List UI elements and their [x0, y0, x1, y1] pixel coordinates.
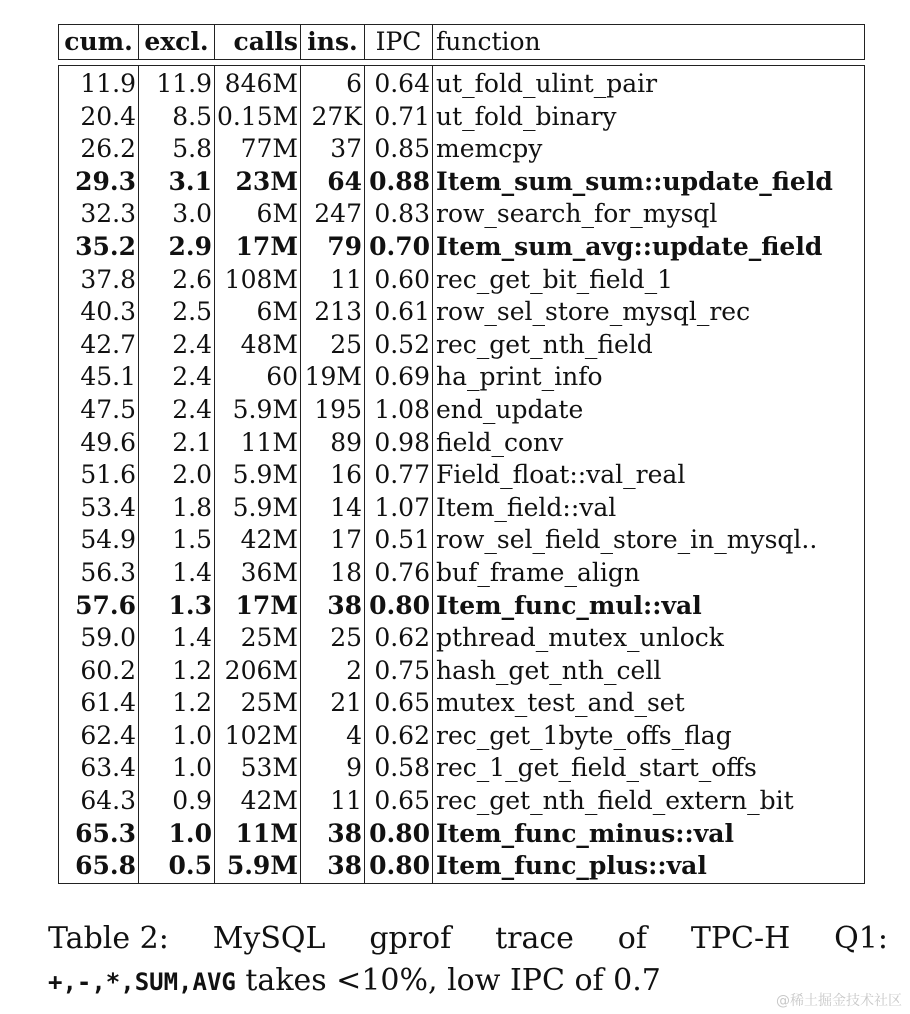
cell-function: memcpy: [433, 133, 865, 166]
cell-ins: 2: [301, 655, 365, 688]
table-row: [59, 66, 865, 101]
cell-excl: 8.5: [139, 101, 215, 134]
cell-function: buf_frame_align: [433, 557, 865, 590]
cell-excl: 1.2: [139, 687, 215, 720]
caption-word: gprof: [369, 921, 452, 956]
cell-function: row_sel_store_mysql_rec: [433, 296, 865, 329]
cell-cum: 54.9: [59, 524, 139, 557]
table-row: [59, 264, 865, 297]
cell-ipc: 0.60: [365, 264, 433, 297]
cell-calls: 6M: [215, 198, 301, 231]
cell-function: mutex_test_and_set: [433, 687, 865, 720]
cell-ins: 18: [301, 557, 365, 590]
caption-word: of: [617, 921, 647, 956]
cell-calls: 36M: [215, 557, 301, 590]
cell-calls: 17M: [215, 231, 301, 264]
cell-calls: 5.9M: [215, 850, 301, 883]
cell-function: hash_get_nth_cell: [433, 655, 865, 688]
cell-excl: 5.8: [139, 133, 215, 166]
header-ins: ins.: [301, 25, 365, 60]
cell-ipc: 0.77: [365, 459, 433, 492]
table-row: [59, 101, 865, 134]
cell-ins: 9: [301, 752, 365, 785]
cell-calls: 17M: [215, 590, 301, 623]
table-body: [58, 65, 865, 884]
table-row: [59, 361, 865, 394]
header-excl: excl.: [139, 25, 215, 60]
cell-ins: 11: [301, 264, 365, 297]
cell-excl: 1.0: [139, 818, 215, 851]
cell-excl: 1.4: [139, 557, 215, 590]
caption-rest: takes <10%, low IPC of 0.7: [235, 963, 661, 998]
cell-function: ut_fold_ulint_pair: [433, 66, 865, 101]
cell-ins: 14: [301, 492, 365, 525]
cell-ipc: 0.65: [365, 687, 433, 720]
cell-ins: 89: [301, 427, 365, 460]
cell-excl: 2.5: [139, 296, 215, 329]
cell-function: Item_func_minus::val: [433, 818, 865, 851]
header-calls: calls: [215, 25, 301, 60]
cell-cum: 64.3: [59, 785, 139, 818]
cell-excl: 0.9: [139, 785, 215, 818]
cell-calls: 11M: [215, 427, 301, 460]
caption-label: Table 2:: [48, 921, 169, 956]
cell-function: rec_get_bit_field_1: [433, 264, 865, 297]
cell-cum: 40.3: [59, 296, 139, 329]
table-row: [59, 557, 865, 590]
cell-ipc: 0.71: [365, 101, 433, 134]
table-row: [59, 394, 865, 427]
table-row: [59, 622, 865, 655]
cell-excl: 3.0: [139, 198, 215, 231]
cell-calls: 77M: [215, 133, 301, 166]
cell-ipc: 0.98: [365, 427, 433, 460]
cell-function: ha_print_info: [433, 361, 865, 394]
caption-line-2: [48, 960, 888, 1003]
cell-ins: 79: [301, 231, 365, 264]
table-row: [59, 231, 865, 264]
cell-calls: 25M: [215, 687, 301, 720]
cell-excl: 0.5: [139, 850, 215, 883]
cell-cum: 49.6: [59, 427, 139, 460]
cell-ins: 6: [301, 66, 365, 101]
table-row: [59, 492, 865, 525]
table-row: [59, 850, 865, 883]
cell-cum: 26.2: [59, 133, 139, 166]
table-row: [59, 752, 865, 785]
cell-excl: 1.5: [139, 524, 215, 557]
cell-ins: 247: [301, 198, 365, 231]
cell-excl: 2.4: [139, 394, 215, 427]
cell-cum: 35.2: [59, 231, 139, 264]
caption-word: TPC-H: [690, 921, 791, 956]
cell-ipc: 0.83: [365, 198, 433, 231]
cell-ipc: 0.62: [365, 622, 433, 655]
table-row: [59, 785, 865, 818]
cell-ipc: 1.07: [365, 492, 433, 525]
cell-ipc: 0.61: [365, 296, 433, 329]
caption-word: MySQL: [212, 921, 326, 956]
cell-calls: 5.9M: [215, 459, 301, 492]
caption-word: Q1:: [834, 921, 888, 956]
cell-cum: 56.3: [59, 557, 139, 590]
cell-cum: 45.1: [59, 361, 139, 394]
cell-function: rec_get_1byte_offs_flag: [433, 720, 865, 753]
table-row: [59, 296, 865, 329]
cell-function: Item_func_plus::val: [433, 850, 865, 883]
cell-ipc: 0.85: [365, 133, 433, 166]
cell-calls: 42M: [215, 785, 301, 818]
cell-excl: 2.4: [139, 361, 215, 394]
cell-cum: 57.6: [59, 590, 139, 623]
cell-ipc: 0.64: [365, 66, 433, 101]
table-row: [59, 166, 865, 199]
cell-cum: 42.7: [59, 329, 139, 362]
cell-calls: 102M: [215, 720, 301, 753]
cell-calls: 206M: [215, 655, 301, 688]
cell-ins: 213: [301, 296, 365, 329]
cell-ipc: 0.58: [365, 752, 433, 785]
table-header: [58, 24, 865, 60]
cell-calls: 6M: [215, 296, 301, 329]
cell-ins: 25: [301, 622, 365, 655]
cell-cum: 62.4: [59, 720, 139, 753]
cell-cum: 37.8: [59, 264, 139, 297]
cell-ipc: 0.52: [365, 329, 433, 362]
table-caption: [48, 918, 888, 1003]
cell-ipc: 0.51: [365, 524, 433, 557]
cell-excl: 1.2: [139, 655, 215, 688]
caption-ops: +,-,*,SUM,AVG: [48, 968, 236, 996]
cell-cum: 32.3: [59, 198, 139, 231]
cell-cum: 61.4: [59, 687, 139, 720]
cell-ipc: 0.62: [365, 720, 433, 753]
table-row: [59, 459, 865, 492]
cell-ins: 195: [301, 394, 365, 427]
table-row: [59, 590, 865, 623]
cell-ins: 38: [301, 590, 365, 623]
cell-ipc: 0.80: [365, 850, 433, 883]
cell-ins: 16: [301, 459, 365, 492]
table-row: [59, 655, 865, 688]
table-row: [59, 687, 865, 720]
cell-function: row_sel_field_store_in_mysql..: [433, 524, 865, 557]
cell-calls: 23M: [215, 166, 301, 199]
cell-function: end_update: [433, 394, 865, 427]
cell-cum: 47.5: [59, 394, 139, 427]
header-cum: cum.: [59, 25, 139, 60]
cell-cum: 63.4: [59, 752, 139, 785]
cell-cum: 59.0: [59, 622, 139, 655]
header-function: function: [433, 25, 865, 60]
cell-function: Item_sum_avg::update_field: [433, 231, 865, 264]
cell-function: rec_1_get_field_start_offs: [433, 752, 865, 785]
table-row: [59, 198, 865, 231]
cell-calls: 108M: [215, 264, 301, 297]
cell-excl: 2.4: [139, 329, 215, 362]
cell-ipc: 0.80: [365, 590, 433, 623]
cell-function: rec_get_nth_field_extern_bit: [433, 785, 865, 818]
cell-excl: 1.3: [139, 590, 215, 623]
cell-ins: 25: [301, 329, 365, 362]
cell-calls: 846M: [215, 66, 301, 101]
cell-excl: 2.0: [139, 459, 215, 492]
cell-function: Item_sum_sum::update_field: [433, 166, 865, 199]
cell-ins: 21: [301, 687, 365, 720]
cell-ins: 11: [301, 785, 365, 818]
cell-function: Item_func_mul::val: [433, 590, 865, 623]
table-row: [59, 524, 865, 557]
cell-function: rec_get_nth_field: [433, 329, 865, 362]
cell-ins: 27K: [301, 101, 365, 134]
cell-ins: 37: [301, 133, 365, 166]
cell-cum: 20.4: [59, 101, 139, 134]
cell-calls: 5.9M: [215, 492, 301, 525]
cell-ins: 38: [301, 850, 365, 883]
cell-ipc: 0.75: [365, 655, 433, 688]
table-row: [59, 133, 865, 166]
cell-cum: 65.3: [59, 818, 139, 851]
cell-ins: 64: [301, 166, 365, 199]
cell-cum: 65.8: [59, 850, 139, 883]
cell-function: ut_fold_binary: [433, 101, 865, 134]
cell-ipc: 0.76: [365, 557, 433, 590]
caption-line-1: [48, 918, 888, 960]
cell-calls: 5.9M: [215, 394, 301, 427]
cell-excl: 1.8: [139, 492, 215, 525]
cell-excl: 2.6: [139, 264, 215, 297]
header-ipc: IPC: [365, 25, 433, 60]
cell-ins: 38: [301, 818, 365, 851]
cell-ipc: 0.88: [365, 166, 433, 199]
cell-function: field_conv: [433, 427, 865, 460]
cell-excl: 1.0: [139, 720, 215, 753]
cell-ins: 19M: [301, 361, 365, 394]
cell-ipc: 0.80: [365, 818, 433, 851]
table-row: [59, 329, 865, 362]
table-row: [59, 818, 865, 851]
cell-cum: 11.9: [59, 66, 139, 101]
cell-calls: 42M: [215, 524, 301, 557]
cell-calls: 0.15M: [215, 101, 301, 134]
cell-excl: 3.1: [139, 166, 215, 199]
cell-excl: 2.1: [139, 427, 215, 460]
cell-cum: 53.4: [59, 492, 139, 525]
cell-function: row_search_for_mysql: [433, 198, 865, 231]
cell-function: Field_float::val_real: [433, 459, 865, 492]
cell-calls: 48M: [215, 329, 301, 362]
cell-excl: 11.9: [139, 66, 215, 101]
cell-excl: 2.9: [139, 231, 215, 264]
cell-ipc: 0.69: [365, 361, 433, 394]
cell-calls: 25M: [215, 622, 301, 655]
cell-calls: 60: [215, 361, 301, 394]
cell-function: Item_field::val: [433, 492, 865, 525]
cell-cum: 60.2: [59, 655, 139, 688]
cell-calls: 11M: [215, 818, 301, 851]
cell-excl: 1.0: [139, 752, 215, 785]
cell-cum: 51.6: [59, 459, 139, 492]
cell-ipc: 1.08: [365, 394, 433, 427]
table-row: [59, 427, 865, 460]
cell-cum: 29.3: [59, 166, 139, 199]
caption-word: trace: [495, 921, 574, 956]
cell-ipc: 0.70: [365, 231, 433, 264]
cell-ipc: 0.65: [365, 785, 433, 818]
cell-function: pthread_mutex_unlock: [433, 622, 865, 655]
cell-calls: 53M: [215, 752, 301, 785]
table-row: [59, 720, 865, 753]
cell-ins: 17: [301, 524, 365, 557]
watermark: @稀土掘金技术社区: [776, 993, 902, 1009]
cell-ins: 4: [301, 720, 365, 753]
cell-excl: 1.4: [139, 622, 215, 655]
